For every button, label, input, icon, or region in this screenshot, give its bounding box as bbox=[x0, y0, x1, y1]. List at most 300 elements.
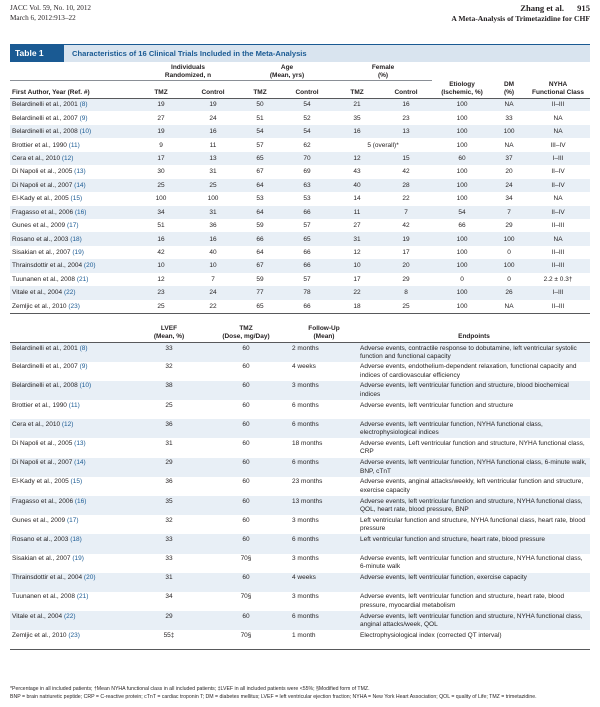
table-row bbox=[10, 458, 590, 477]
author-cell bbox=[10, 362, 136, 381]
n-tmz-cell: 25 bbox=[136, 300, 186, 313]
female-control-cell: 28 bbox=[402, 181, 410, 189]
lvef-cell: 55‡ bbox=[136, 630, 202, 649]
dose-cell: 70§ bbox=[202, 630, 290, 649]
n-control-cell: 22 bbox=[186, 300, 240, 313]
follow-up-cell: 3 months bbox=[292, 555, 319, 563]
header-female: Female (%) bbox=[334, 64, 432, 81]
author-name: El-Kady et al., 2005 bbox=[12, 478, 69, 486]
author-cell bbox=[10, 515, 136, 534]
table-row bbox=[10, 192, 590, 205]
n-control-cell: 24 bbox=[209, 114, 217, 122]
endpoints-cell: Adverse events, anginal attacks/weekly, left ventricular function and structure, exercise capacity bbox=[360, 478, 584, 494]
dose-cell: 60 bbox=[242, 535, 250, 543]
table-row bbox=[10, 152, 590, 165]
follow-up-cell: 2 months bbox=[292, 344, 319, 352]
reference-number: (17) bbox=[66, 516, 79, 524]
female-tmz-cell: 16 bbox=[353, 128, 361, 136]
age-control-cell: 52 bbox=[303, 114, 311, 122]
age-control-cell: 57 bbox=[303, 275, 311, 283]
author-name: Rosano et al., 2003 bbox=[12, 235, 69, 243]
trial-characteristics-table bbox=[10, 64, 590, 314]
lvef-cell: 29 bbox=[165, 612, 173, 620]
n-tmz-cell: 16 bbox=[157, 235, 165, 243]
female-control-cell: 7 bbox=[404, 208, 408, 216]
age-tmz-cell: 65 bbox=[240, 300, 280, 313]
follow-up-cell: 1 month bbox=[290, 630, 358, 649]
reference-number: (21) bbox=[76, 593, 89, 601]
age-control-cell: 53 bbox=[303, 195, 311, 203]
endpoints-cell: Adverse events, left ventricular function, NYHA functional class, electrophysiological indices bbox=[360, 420, 543, 437]
header-n-control: Control bbox=[186, 81, 240, 99]
female-tmz-cell: 22 bbox=[353, 289, 361, 297]
etiology-cell: 66 bbox=[458, 222, 466, 230]
etiology-cell: 100 bbox=[456, 141, 468, 149]
dm-cell: 37 bbox=[505, 154, 513, 162]
n-tmz-cell: 100 bbox=[155, 195, 167, 203]
author-name: Belardinelli et al., 2001 bbox=[12, 344, 78, 352]
n-control-cell: 40 bbox=[209, 249, 217, 257]
author-name: El-Kady et al., 2005 bbox=[12, 195, 69, 203]
n-tmz-cell: 27 bbox=[157, 114, 165, 122]
header-age-control: Control bbox=[280, 81, 334, 99]
dose-cell: 60 bbox=[242, 363, 250, 371]
author-cell bbox=[10, 259, 136, 272]
reference-number: (18) bbox=[70, 235, 82, 243]
table-row bbox=[10, 343, 590, 362]
dose-cell: 60 bbox=[242, 516, 250, 524]
table-row bbox=[10, 554, 590, 573]
dose-cell: 60 bbox=[242, 401, 250, 409]
reference-number: (16) bbox=[74, 497, 87, 505]
dm-cell: 29 bbox=[505, 222, 513, 230]
author-cell bbox=[10, 400, 136, 419]
author-name: Zemljic et al., 2010 bbox=[12, 631, 67, 639]
table-row bbox=[10, 246, 590, 259]
n-control-cell: 16 bbox=[209, 128, 217, 136]
nyha-cell: II–IV bbox=[551, 181, 565, 189]
n-tmz-cell: 30 bbox=[157, 168, 165, 176]
age-tmz-cell: 59 bbox=[256, 275, 264, 283]
header-dm: DM (%) bbox=[492, 81, 526, 99]
table-row bbox=[10, 219, 590, 232]
endpoints-cell: Adverse events, left ventricular function and structure bbox=[360, 401, 514, 409]
endpoints-cell: Left ventricular function and structure, NYHA functional class, heart rate, blood pressure bbox=[360, 516, 586, 533]
age-tmz-cell: 59 bbox=[256, 222, 264, 230]
reference-number: (8) bbox=[79, 101, 88, 109]
n-control-cell: 19 bbox=[209, 101, 217, 109]
lvef-cell: 29 bbox=[165, 459, 173, 467]
table-row bbox=[10, 165, 590, 178]
n-tmz-cell: 51 bbox=[157, 222, 165, 230]
author-cell bbox=[10, 438, 136, 457]
etiology-cell: 100 bbox=[432, 300, 492, 313]
reference-number: (20) bbox=[83, 574, 96, 582]
trial-outcomes-table bbox=[10, 325, 590, 650]
follow-up-cell: 23 months bbox=[292, 478, 323, 486]
header-lvef: LVEF (Mean, %) bbox=[136, 325, 202, 343]
table-row bbox=[10, 592, 590, 611]
author-name: Belardinelli et al., 2007 bbox=[12, 363, 78, 371]
nyha-cell: II–III bbox=[551, 101, 565, 109]
etiology-cell: 100 bbox=[456, 128, 468, 136]
reference-number: (23) bbox=[68, 631, 80, 639]
etiology-cell: 100 bbox=[456, 262, 468, 270]
dm-cell: 34 bbox=[505, 195, 513, 203]
etiology-cell: 60 bbox=[458, 154, 466, 162]
table-row bbox=[10, 273, 590, 286]
reference-number: (22) bbox=[63, 289, 76, 297]
etiology-cell: 100 bbox=[456, 101, 468, 109]
author-name: Brottier et al., 1990 bbox=[12, 401, 67, 409]
lvef-cell: 33 bbox=[165, 555, 173, 563]
author-name: Gunes et al., 2009 bbox=[12, 516, 66, 524]
reference-number: (10) bbox=[79, 382, 92, 390]
nyha-cell: II–IV bbox=[551, 208, 565, 216]
author-cell bbox=[10, 206, 136, 219]
author-name: Thrainsdottir et al., 2004 bbox=[12, 262, 83, 270]
etiology-cell: 100 bbox=[456, 289, 468, 297]
author-cell bbox=[10, 98, 136, 111]
reference-number: (18) bbox=[70, 535, 82, 543]
nyha-cell: 2.2 ± 0.3† bbox=[543, 275, 573, 283]
author-name: Di Napoli et al., 2005 bbox=[12, 168, 73, 176]
author-cell bbox=[10, 343, 136, 362]
lvef-cell: 36 bbox=[165, 478, 173, 486]
author-name: Vitale et al., 2004 bbox=[12, 289, 63, 297]
dose-cell: 60 bbox=[242, 478, 250, 486]
nyha-cell: NA bbox=[553, 114, 563, 122]
author-cell bbox=[10, 165, 136, 178]
n-control-cell: 7 bbox=[211, 275, 215, 283]
lvef-cell: 34 bbox=[165, 593, 173, 601]
table-row bbox=[10, 138, 590, 151]
author-cell bbox=[10, 611, 136, 630]
age-control-cell: 66 bbox=[303, 249, 311, 257]
endpoints-cell: Adverse events, left ventricular function and structure, NYHA functional class, anginal attacks/week, QOL bbox=[360, 612, 583, 629]
author-cell bbox=[10, 246, 136, 259]
reference-number: (13) bbox=[74, 168, 86, 176]
endpoints-cell: Adverse events, left ventricular function and structure, NYHA functional class, QOL, heart rate, blood pressure, BNP bbox=[360, 497, 583, 513]
table-row bbox=[10, 98, 590, 111]
female-tmz-cell: 12 bbox=[353, 249, 361, 257]
table-row bbox=[10, 362, 590, 381]
table-row bbox=[10, 630, 590, 649]
female-control-cell: 42 bbox=[402, 222, 410, 230]
age-control-cell: 66 bbox=[303, 262, 311, 270]
reference-number: (19) bbox=[72, 555, 84, 563]
n-control-cell: 13 bbox=[209, 154, 217, 162]
dm-cell: 100 bbox=[503, 128, 515, 136]
lvef-cell: 38 bbox=[165, 382, 173, 390]
author-name: Belardinelli et al., 2008 bbox=[12, 128, 78, 136]
author-name: Thrainsdottir et al., 2004 bbox=[12, 574, 83, 582]
table-row bbox=[10, 515, 590, 534]
reference-number: (15) bbox=[70, 195, 83, 203]
endpoints-cell: Adverse events, left ventricular function and structure, NYHA functional class, 6-minute walk bbox=[360, 555, 583, 571]
female-control-cell: 15 bbox=[402, 154, 410, 162]
female-tmz-cell: 31 bbox=[353, 235, 361, 243]
female-tmz-cell: 14 bbox=[353, 195, 361, 203]
table-row bbox=[10, 381, 590, 400]
nyha-cell: II–IV bbox=[551, 168, 565, 176]
nyha-cell: II–III bbox=[526, 300, 590, 313]
etiology-cell: 100 bbox=[456, 235, 468, 243]
author-name: Fragasso et al., 2006 bbox=[12, 208, 74, 216]
table-row bbox=[10, 286, 590, 299]
table-row bbox=[10, 259, 590, 272]
follow-up-cell: 6 months bbox=[292, 612, 319, 620]
header-female-control: Control bbox=[380, 81, 432, 99]
header-n-tmz: TMZ bbox=[136, 81, 186, 99]
age-control-cell: 66 bbox=[280, 300, 334, 313]
nyha-cell: II–III bbox=[551, 262, 565, 270]
nyha-cell: II–III bbox=[551, 222, 565, 230]
running-header bbox=[10, 3, 590, 27]
header-etiology: Etiology (Ischemic, %) bbox=[432, 81, 492, 99]
female-overall-cell: 5 (overall)* bbox=[367, 141, 399, 149]
endpoints-cell: Adverse events, contractile response to dobutamine, left ventricular systolic function and functional capacity bbox=[360, 344, 577, 360]
table-row bbox=[10, 611, 590, 630]
dose-cell: 60 bbox=[242, 497, 250, 505]
etiology-cell: 100 bbox=[456, 195, 468, 203]
endpoints-cell: Adverse events, left ventricular function, exercise capacity bbox=[360, 574, 527, 582]
endpoints-cell: Adverse events, endothelium-dependent relaxation, functional capacity and indices of cardiovascular efficiency bbox=[360, 363, 577, 379]
reference-number: (9) bbox=[79, 363, 88, 371]
author-cell bbox=[10, 152, 136, 165]
author-name: Tuunanen et al., 2008 bbox=[12, 275, 76, 283]
lvef-cell: 33 bbox=[165, 535, 173, 543]
n-tmz-cell: 19 bbox=[157, 101, 165, 109]
n-control-cell: 25 bbox=[209, 181, 217, 189]
dose-cell: 60 bbox=[242, 612, 250, 620]
female-control-cell: 25 bbox=[380, 300, 432, 313]
table-row bbox=[10, 419, 590, 438]
female-tmz-cell: 27 bbox=[353, 222, 361, 230]
author-name: Gunes et al., 2009 bbox=[12, 222, 66, 230]
header-follow-up: Follow-Up (Mean) bbox=[290, 325, 358, 343]
author-name: Rosano et al., 2003 bbox=[12, 535, 69, 543]
female-control-cell: 19 bbox=[402, 235, 410, 243]
reference-number: (12) bbox=[61, 420, 74, 428]
n-control-cell: 31 bbox=[209, 208, 217, 216]
reference-number: (20) bbox=[83, 262, 96, 270]
author-cell bbox=[10, 630, 136, 649]
authors: Zhang et al. bbox=[520, 3, 564, 13]
etiology-cell: 0 bbox=[460, 275, 464, 283]
reference-number: (23) bbox=[68, 302, 80, 310]
header-endpoints: Endpoints bbox=[358, 325, 590, 343]
female-tmz-cell: 10 bbox=[353, 262, 361, 270]
dose-cell: 70§ bbox=[240, 555, 252, 563]
n-control-cell: 31 bbox=[209, 168, 217, 176]
n-tmz-cell: 12 bbox=[157, 275, 165, 283]
female-control-cell: 16 bbox=[402, 101, 410, 109]
author-cell bbox=[10, 458, 136, 477]
reference-number: (15) bbox=[70, 478, 83, 486]
author-cell bbox=[10, 192, 136, 205]
author-cell bbox=[10, 573, 136, 592]
female-tmz-cell: 18 bbox=[334, 300, 380, 313]
endpoints-cell: Adverse events, Left ventricular function and structure, NYHA functional class, CRP bbox=[360, 439, 585, 456]
header-tmz-dose: TMZ (Dose, mg/Day) bbox=[202, 325, 290, 343]
author-name: Fragasso et al., 2006 bbox=[12, 497, 74, 505]
age-control-cell: 78 bbox=[303, 289, 311, 297]
issue-date-pages: March 6, 2012:913–22 bbox=[10, 14, 76, 22]
nyha-cell: II–III bbox=[551, 249, 565, 257]
lvef-cell: 31 bbox=[165, 439, 173, 447]
female-tmz-cell: 17 bbox=[353, 275, 361, 283]
reference-number: (11) bbox=[68, 401, 80, 409]
journal-citation: JACC Vol. 59, No. 10, 2012 bbox=[10, 4, 92, 12]
author-cell bbox=[10, 534, 136, 553]
dm-cell: 0 bbox=[507, 275, 511, 283]
table-row bbox=[10, 206, 590, 219]
dm-cell: 7 bbox=[507, 208, 511, 216]
endpoints-cell: Adverse events, left ventricular function and structure, blood biochemical indices bbox=[360, 382, 569, 398]
follow-up-cell: 18 months bbox=[292, 439, 323, 447]
reference-number: (8) bbox=[79, 344, 88, 352]
female-tmz-cell: 11 bbox=[353, 208, 361, 216]
age-tmz-cell: 64 bbox=[256, 249, 264, 257]
dm-cell: NA bbox=[504, 101, 514, 109]
lvef-cell: 36 bbox=[165, 420, 173, 428]
female-control-cell: 29 bbox=[402, 275, 410, 283]
dose-cell: 60 bbox=[242, 344, 250, 352]
author-name: Cera et al., 2010 bbox=[12, 420, 61, 428]
n-tmz-cell: 42 bbox=[157, 249, 165, 257]
female-tmz-cell: 21 bbox=[353, 101, 361, 109]
n-control-cell: 16 bbox=[209, 235, 217, 243]
reference-number: (10) bbox=[79, 128, 92, 136]
age-control-cell: 57 bbox=[303, 222, 311, 230]
dose-cell: 60 bbox=[242, 439, 250, 447]
reference-number: (19) bbox=[72, 249, 84, 257]
lvef-cell: 33 bbox=[165, 344, 173, 352]
n-tmz-cell: 25 bbox=[157, 181, 165, 189]
n-control-cell: 24 bbox=[209, 289, 217, 297]
author-name: Brottier et al., 1990 bbox=[12, 141, 67, 149]
footnote-symbols: *Percentage in all included patients; †Mean NYHA functional class in all included patients; ‡LVEF in all included patients were <55%; §Modified form of TMZ. bbox=[10, 686, 370, 692]
dm-cell: NA bbox=[504, 141, 514, 149]
reference-number: (14) bbox=[74, 459, 86, 467]
etiology-cell: 54 bbox=[458, 208, 466, 216]
female-control-cell: 13 bbox=[402, 128, 410, 136]
table-row bbox=[10, 111, 590, 124]
reference-number: (11) bbox=[68, 141, 80, 149]
lvef-cell: 32 bbox=[165, 363, 173, 371]
dose-cell: 60 bbox=[242, 459, 250, 467]
female-tmz-cell: 35 bbox=[353, 114, 361, 122]
table-row bbox=[10, 438, 590, 457]
table-row bbox=[10, 496, 590, 515]
author-cell bbox=[10, 381, 136, 400]
age-control-cell: 70 bbox=[303, 154, 311, 162]
endpoints-cell: Left ventricular function and structure, heart rate, blood pressure bbox=[360, 535, 545, 543]
female-control-cell: 17 bbox=[402, 249, 410, 257]
n-tmz-cell: 23 bbox=[157, 289, 165, 297]
follow-up-cell: 6 months bbox=[292, 420, 319, 428]
lvef-cell: 35 bbox=[165, 497, 173, 505]
author-name: Di Napoli et al., 2005 bbox=[12, 439, 73, 447]
etiology-cell: 100 bbox=[456, 181, 468, 189]
header-first-author: First Author, Year (Ref. #) bbox=[10, 81, 136, 99]
author-cell bbox=[10, 592, 136, 611]
author-cell bbox=[10, 125, 136, 138]
n-control-cell: 11 bbox=[209, 141, 217, 149]
reference-number: (16) bbox=[74, 208, 87, 216]
author-name: Zemljic et al., 2010 bbox=[12, 302, 67, 310]
dm-cell: 33 bbox=[505, 114, 513, 122]
endpoints-cell: Adverse events, left ventricular function and structure, heart rate, blood pressure, myocardial metabolism bbox=[360, 593, 565, 609]
follow-up-cell: 3 months bbox=[292, 382, 319, 390]
dose-cell: 60 bbox=[242, 382, 250, 390]
table-row bbox=[10, 477, 590, 496]
author-name: Belardinelli et al., 2008 bbox=[12, 382, 78, 390]
age-tmz-cell: 67 bbox=[256, 168, 264, 176]
author-cell bbox=[10, 179, 136, 192]
female-control-cell: 8 bbox=[404, 289, 408, 297]
n-tmz-cell: 34 bbox=[157, 208, 165, 216]
author-name: Di Napoli et al., 2007 bbox=[12, 459, 73, 467]
age-tmz-cell: 65 bbox=[256, 154, 264, 162]
table-row bbox=[10, 573, 590, 592]
nyha-cell: NA bbox=[553, 128, 563, 136]
female-control-cell: 42 bbox=[402, 168, 410, 176]
reference-number: (13) bbox=[74, 439, 86, 447]
nyha-cell: I–III bbox=[552, 154, 564, 162]
table-title: Characteristics of 16 Clinical Trials Included in the Meta-Analysis bbox=[72, 49, 307, 58]
table-row bbox=[10, 300, 590, 313]
reference-number: (17) bbox=[66, 222, 79, 230]
follow-up-cell: 6 months bbox=[292, 401, 319, 409]
female-control-cell: 22 bbox=[402, 195, 410, 203]
dm-cell: 24 bbox=[505, 181, 513, 189]
dm-cell: 26 bbox=[505, 289, 513, 297]
author-name: Sisakian et al., 2007 bbox=[12, 555, 71, 563]
endpoints-cell: Adverse events, left ventricular function, NYHA functional class, 6-minute walk, BNP, cTnT bbox=[360, 459, 587, 475]
n-control-cell: 100 bbox=[207, 195, 219, 203]
author-name: Tuunanen et al., 2008 bbox=[12, 593, 76, 601]
table-row bbox=[10, 125, 590, 138]
age-tmz-cell: 77 bbox=[256, 289, 264, 297]
n-control-cell: 10 bbox=[209, 262, 217, 270]
nyha-cell: I–III bbox=[552, 289, 564, 297]
author-name: Cera et al., 2010 bbox=[12, 154, 61, 162]
lvef-cell: 25 bbox=[165, 401, 173, 409]
endpoints-cell: Electrophysiological index (corrected QT interval) bbox=[358, 630, 590, 649]
lvef-cell: 32 bbox=[165, 516, 173, 524]
reference-number: (22) bbox=[63, 612, 76, 620]
header-individuals: Individuals Randomized, n bbox=[136, 64, 240, 81]
dm-cell: 0 bbox=[507, 249, 511, 257]
author-cell bbox=[10, 232, 136, 245]
table-tag: Table 1 bbox=[10, 45, 64, 62]
nyha-cell: III–IV bbox=[550, 141, 566, 149]
reference-number: (14) bbox=[74, 181, 86, 189]
n-tmz-cell: 10 bbox=[157, 262, 165, 270]
header-age-tmz: TMZ bbox=[240, 81, 280, 99]
follow-up-cell: 4 weeks bbox=[292, 574, 316, 582]
etiology-cell: 100 bbox=[456, 114, 468, 122]
n-control-cell: 36 bbox=[209, 222, 217, 230]
follow-up-cell: 3 months bbox=[292, 593, 319, 601]
nyha-cell: NA bbox=[553, 235, 563, 243]
author-cell bbox=[10, 286, 136, 299]
reference-number: (12) bbox=[61, 154, 74, 162]
table-row bbox=[10, 534, 590, 553]
female-tmz-cell: 43 bbox=[353, 168, 361, 176]
